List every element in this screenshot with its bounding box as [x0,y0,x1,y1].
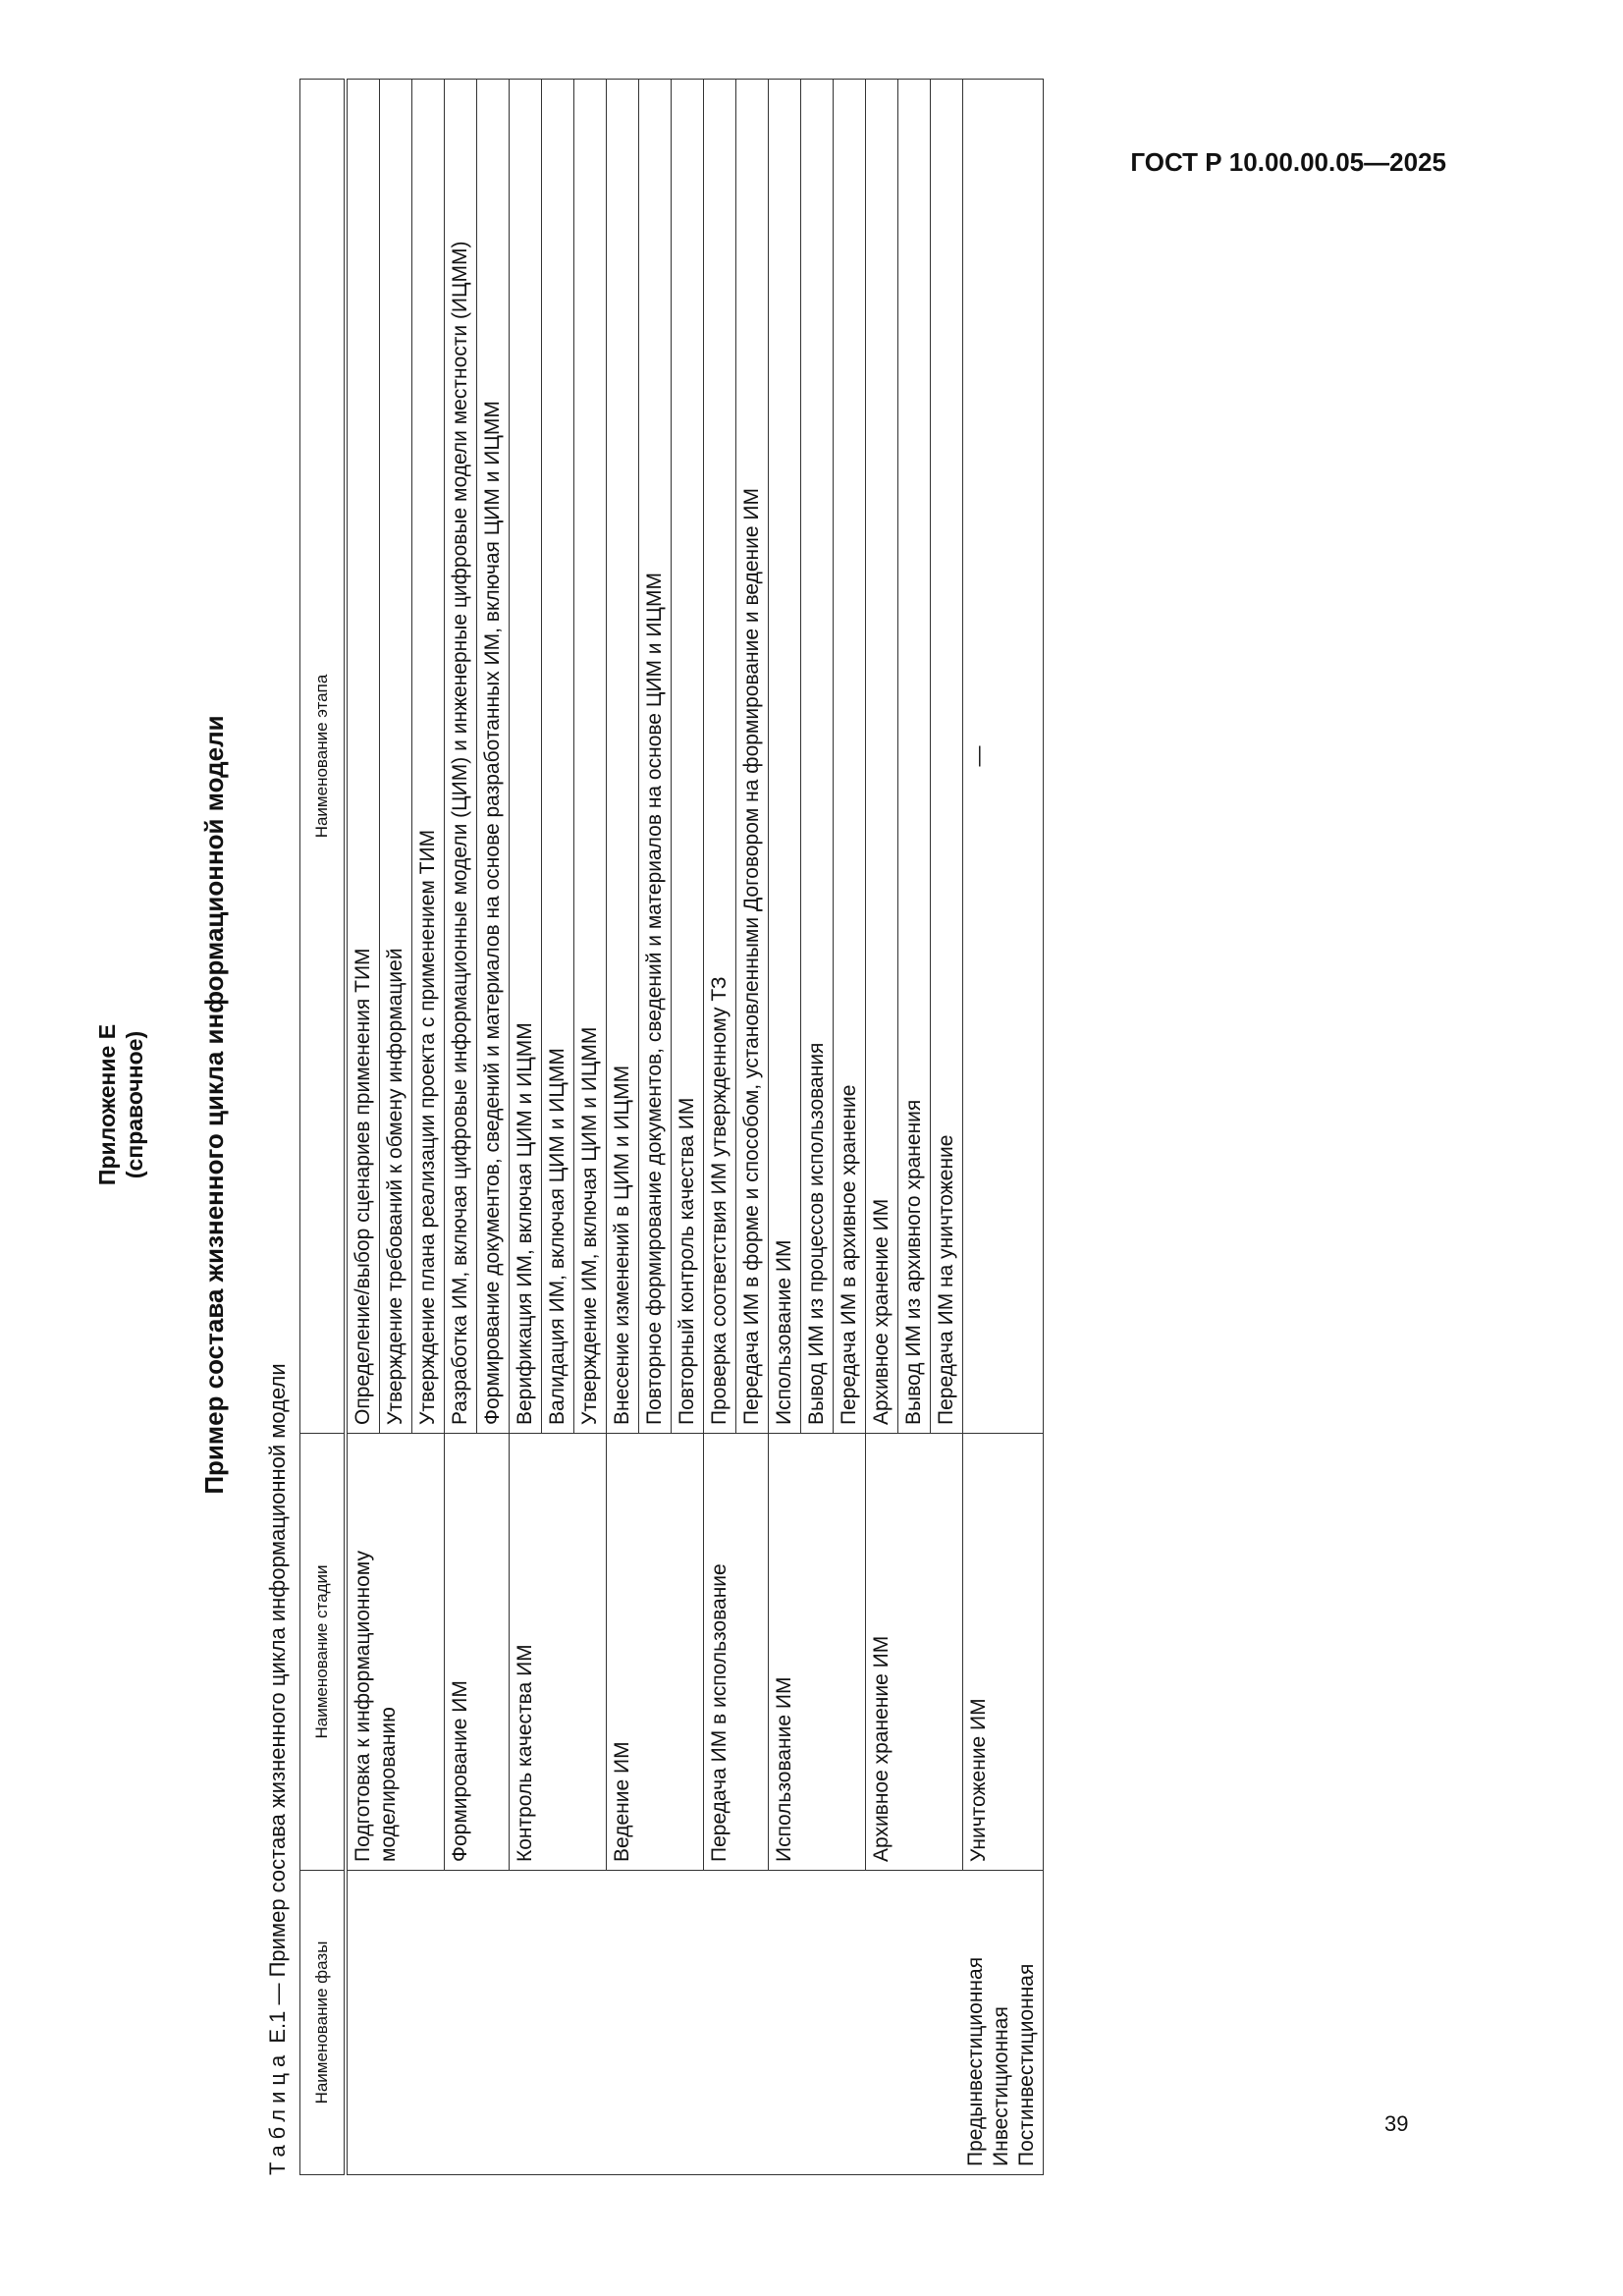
step-cell: — [963,80,1044,1434]
header-stage: Наименование стадии [300,1434,347,1871]
document-title: Пример состава жизненного цикла информационной модели [199,715,229,1495]
step-cell: Утверждение требований к обмену информацией [380,80,412,1434]
stage-cell: Использование ИМ [769,1434,866,1871]
step-cell: Передача ИМ на уничтожение [931,80,963,1434]
step-cell: Вывод ИМ из архивного хранения [898,80,931,1434]
table-header-row [300,80,347,2175]
table-row [445,80,477,2175]
lifecycle-table [299,79,1044,2175]
step-cell: Определение/выбор сценариев применения ТИМ [346,80,380,1434]
table-caption-word: Таблица [265,2049,290,2175]
stage-cell: Контроль качества ИМ [510,1434,607,1871]
step-cell: Повторное формирование документов, сведений и материалов на основе ЦИМ и ИЦММ [639,80,672,1434]
header-phase: Наименование фазы [300,1871,347,2175]
appendix-type: (справочное) [122,1030,147,1179]
document-code: ГОСТ Р 10.00.00.05—2025 [1130,147,1446,177]
stage-cell: Ведение ИМ [607,1434,704,1871]
step-cell: Валидация ИМ, включая ЦИМ и ИЦММ [542,80,574,1434]
step-cell: Проверка соответствия ИМ утвержденному ТЗ [704,80,736,1434]
table-row [607,80,639,2175]
step-cell: Утверждение плана реализации проекта с применением ТИМ [412,80,445,1434]
phase-cell: Предынвестиционная Инвестиционная Постинвестиционная [963,1871,1044,2175]
stage-cell: Архивное хранение ИМ [866,1434,963,1871]
step-cell: Утверждение ИМ, включая ЦИМ и ИЦММ [574,80,607,1434]
step-cell: Передача ИМ в форме и способом, установленными Договором на формирование и ведение ИМ [736,80,769,1434]
table-row [704,80,736,2175]
table-row [963,80,1044,2175]
stage-cell: Уничтожение ИМ [963,1434,1044,1871]
table-caption-text: Е.1 — Пример состава жизненного цикла информационной модели [265,1363,290,2050]
step-cell: Формирование документов, сведений и материалов на основе разработанных ИМ, включая ЦИМ и ИЦММ [477,80,510,1434]
table-row [510,80,542,2175]
table-caption [265,1363,291,2175]
step-cell: Повторный контроль качества ИМ [672,80,704,1434]
page-number: 39 [1384,2111,1409,2136]
step-cell: Использование ИМ [769,80,801,1434]
table-row [866,80,898,2175]
step-cell: Внесение изменений в ЦИМ и ИЦММ [607,80,639,1434]
table-row [346,80,380,2175]
step-cell: Разработка ИМ, включая цифровые информационные модели (ЦИМ) и инженерные цифровые модели местности (ИЦММ) [445,80,477,1434]
appendix-label: Приложение Е [94,1023,120,1186]
step-cell: Вывод ИМ из процессов использования [801,80,834,1434]
step-cell: Архивное хранение ИМ [866,80,898,1434]
step-cell: Верификация ИМ, включая ЦИМ и ИЦММ [510,80,542,1434]
stage-cell: Передача ИМ в использование [704,1434,769,1871]
header-step: Наименование этапа [300,80,347,1434]
table-row [769,80,801,2175]
stage-cell: Подготовка к информационному моделированию [346,1434,445,1871]
rotated-page-content [93,0,1271,2210]
appendix-heading [93,0,148,2210]
phase-cell-top [346,1871,963,2175]
stage-cell: Формирование ИМ [445,1434,510,1871]
step-cell: Передача ИМ в архивное хранение [834,80,866,1434]
